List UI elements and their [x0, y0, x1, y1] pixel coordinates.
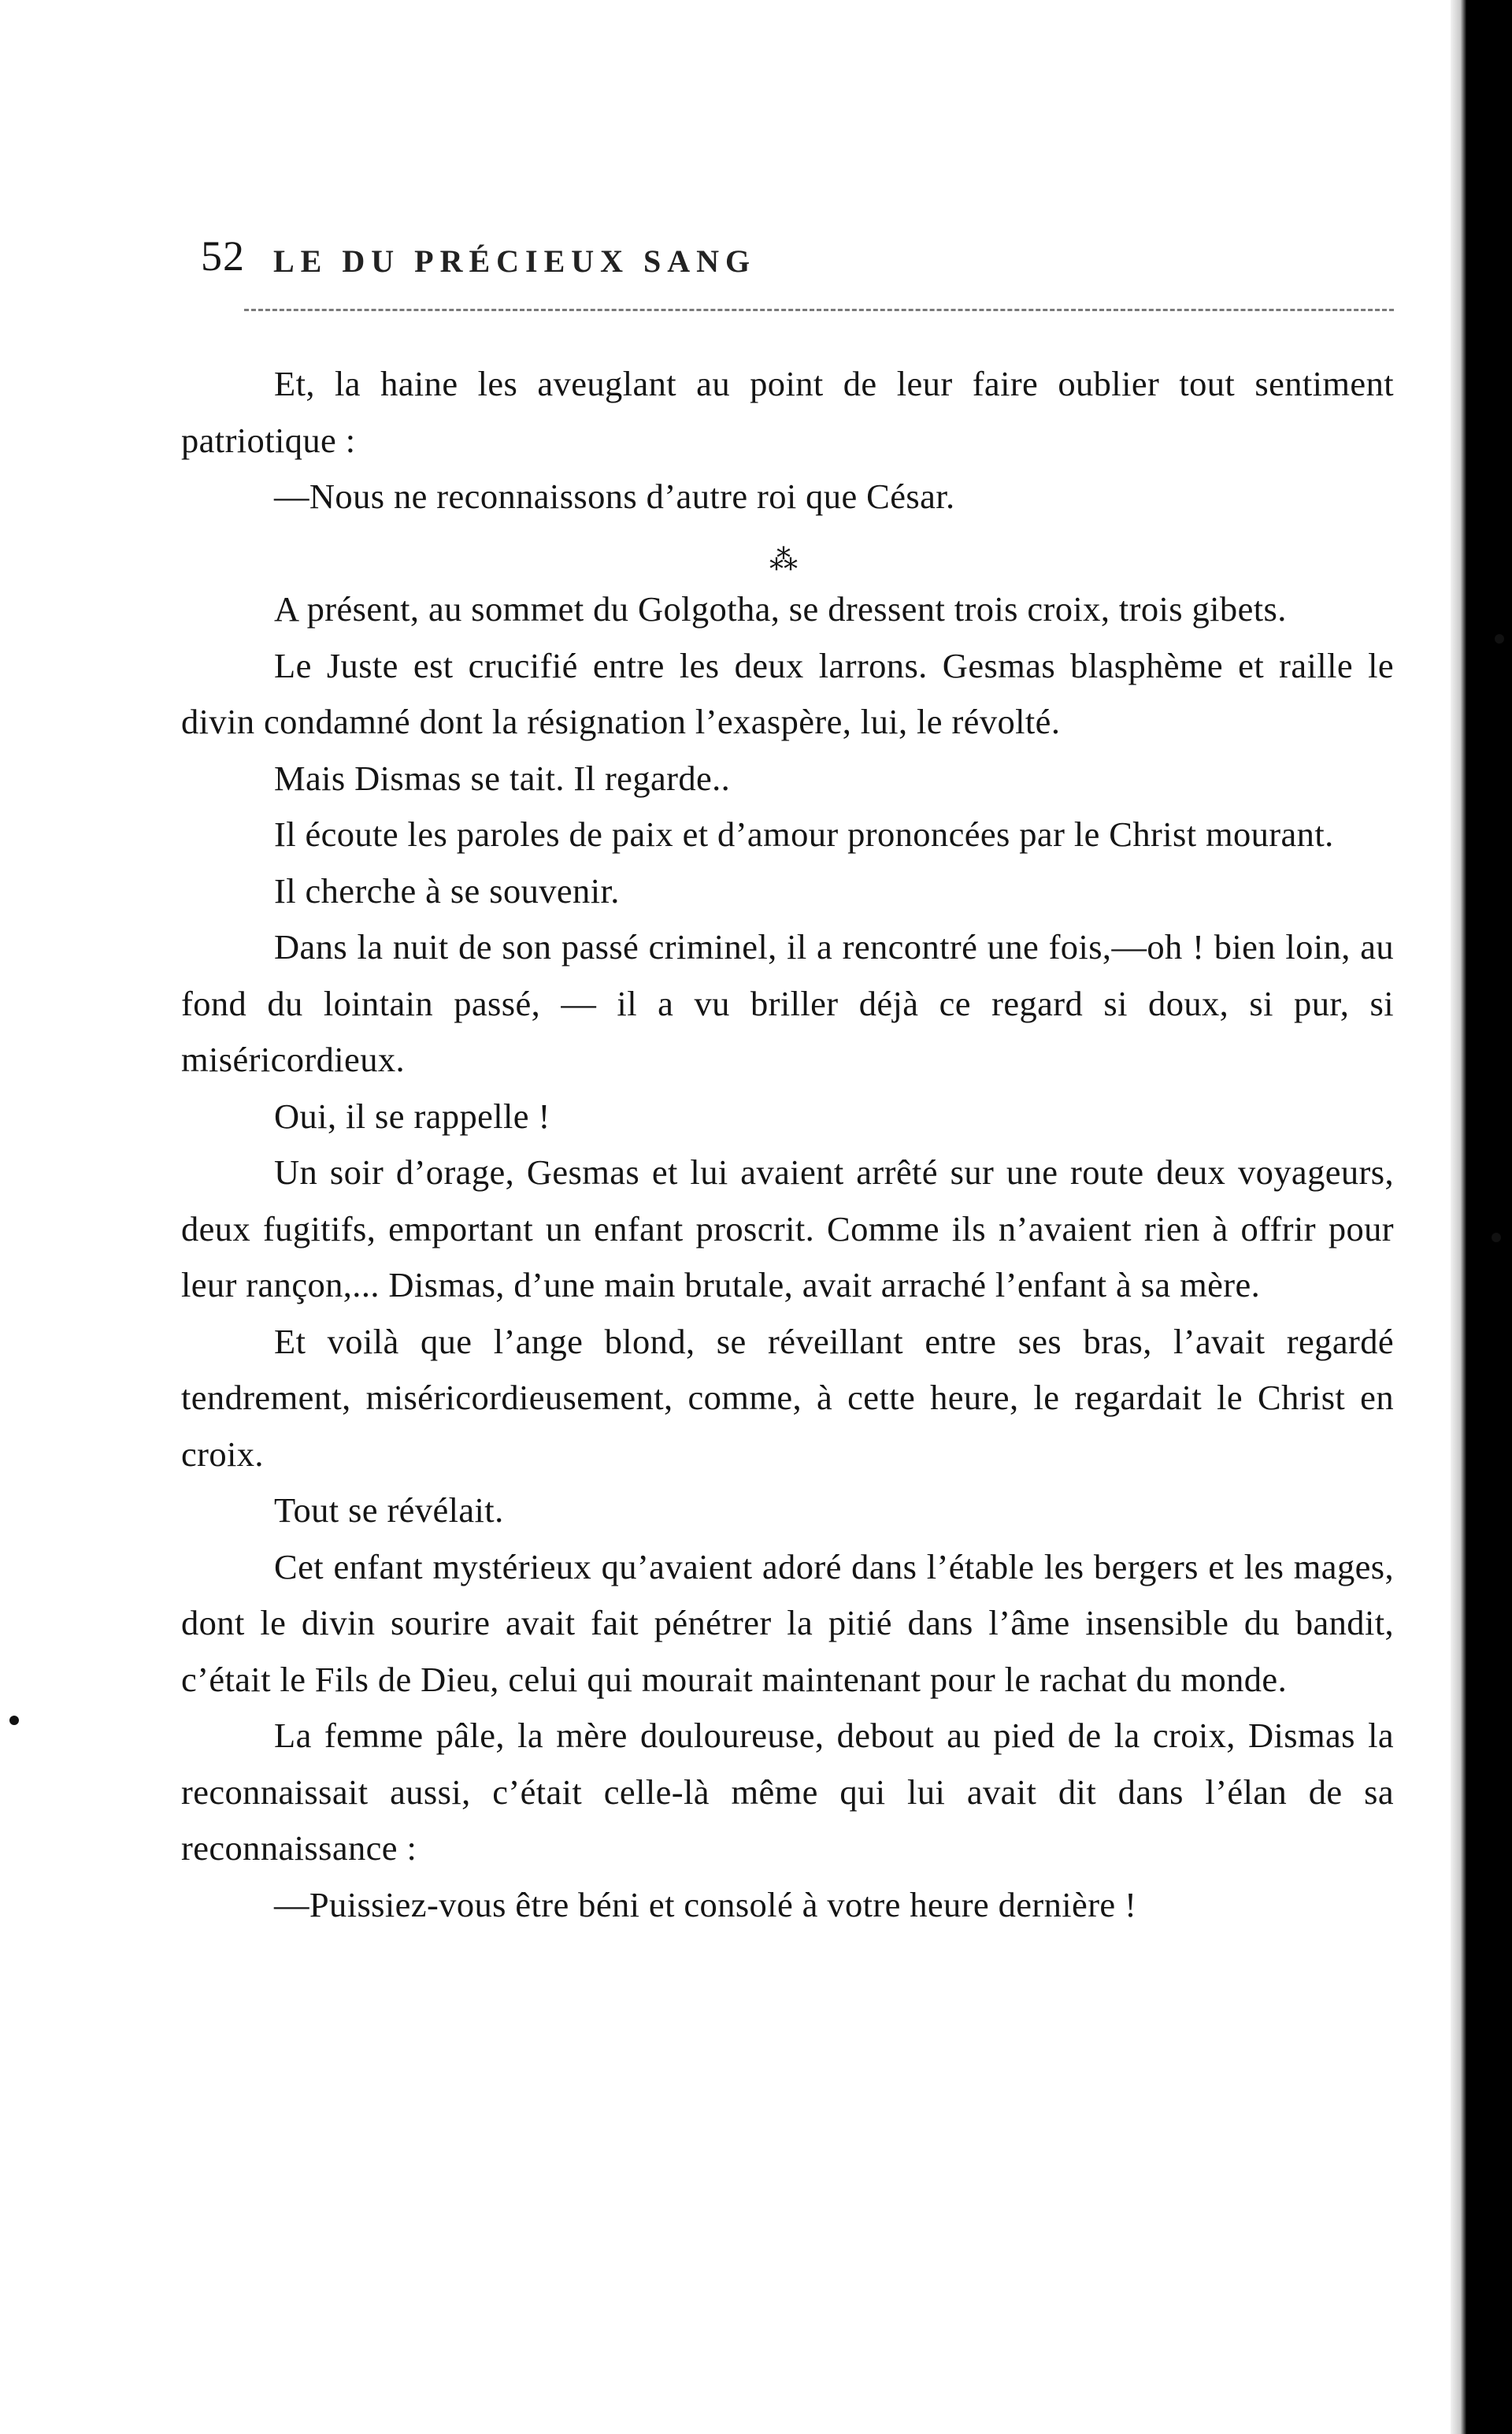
- paragraph: Dans la nuit de son passé criminel, il a rencontré une fois,—oh ! bien loin, au fond du lointain passé, — il a vu briller déjà ce regard si doux, si pur, si miséricordieux.: [181, 927, 1394, 1079]
- paragraph: Et, la haine les aveuglant au point de leur faire oublier tout sentiment patriotique :: [181, 364, 1394, 460]
- asterism: ⁂: [769, 544, 806, 576]
- paragraph: La femme pâle, la mère douloureuse, debout au pied de la croix, Dismas la reconnaissait aussi, c’était celle-là même qui lui avait dit dans l’élan de sa reconnaissance :: [181, 1716, 1394, 1868]
- paragraph: Il écoute les paroles de paix et d’amour prononcées par le Christ mourant.: [274, 814, 1334, 854]
- paragraph: A présent, au sommet du Golgotha, se dressent trois croix, trois gibets.: [274, 589, 1287, 629]
- paragraph: Il cherche à se souvenir.: [274, 870, 620, 911]
- edge-mark: [9, 1716, 19, 1725]
- paragraph: Oui, il se rappelle !: [274, 1096, 550, 1136]
- paragraph: Tout se révélait.: [274, 1490, 504, 1530]
- paragraph: Et voilà que l’ange blond, se réveillant entre ses bras, l’avait regardé tendrement, miséricordieusement, comme, à cette heure, le regardait le Christ en croix.: [181, 1321, 1394, 1474]
- edge-mark: [1495, 634, 1504, 644]
- paragraph: Le Juste est crucifié entre les deux larrons. Gesmas blasphème et raille le divin condamné dont la résignation l’exaspère, lui, le révolté.: [181, 645, 1394, 741]
- paragraph: —Puissiez-vous être béni et consolé à votre heure dernière !: [274, 1884, 1137, 1924]
- header-rule: [244, 309, 1394, 311]
- page-number: 52: [201, 232, 245, 280]
- paragraph: —Nous ne reconnaissons d’autre roi que César.: [274, 477, 955, 516]
- edge-mark: [1492, 1233, 1501, 1242]
- binding-edge: [1451, 0, 1512, 2434]
- section-break: [181, 525, 1394, 582]
- running-title: LE DU PRÉCIEUX SANG: [273, 243, 757, 279]
- page-header: [201, 222, 1390, 280]
- paragraph: Mais Dismas se tait. Il regarde..: [274, 758, 731, 798]
- paragraph: Un soir d’orage, Gesmas et lui avaient arrêté sur une route deux voyageurs, deux fugitifs, emportant un enfant proscrit. Comme ils n’avaient rien à offrir pour leur rançon,... Dismas, d’une main brutale, avait arraché l’enfant à sa mère.: [181, 1152, 1394, 1304]
- paragraph: Cet enfant mystérieux qu’avaient adoré dans l’étable les bergers et les mages, dont le divin sourire avait fait pénétrer la pitié dans l’âme insensible du bandit, c’était le Fils de Dieu, celui qui mourait maintenant pour le rachat du monde.: [181, 1546, 1394, 1699]
- body-text: [181, 356, 1394, 1933]
